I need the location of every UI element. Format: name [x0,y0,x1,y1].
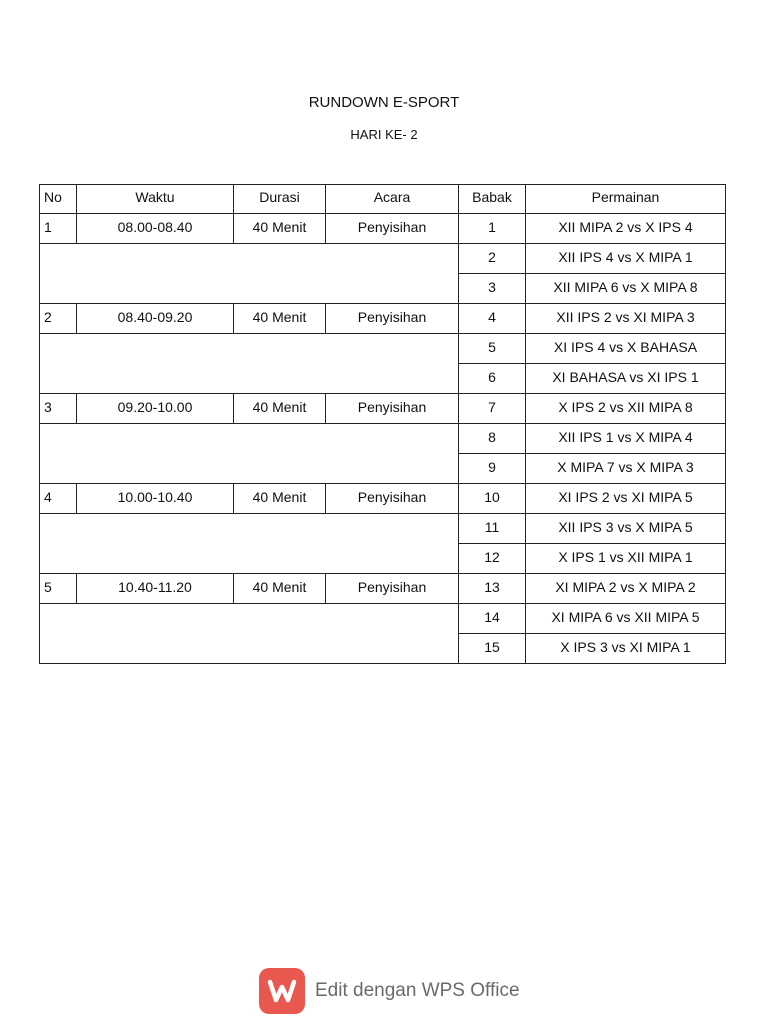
cell-babak: 2 [459,244,526,274]
cell-babak: 8 [459,424,526,454]
cell-no: 2 [40,304,77,334]
table-header-row [40,185,726,214]
merged-empty-cell [40,604,459,664]
document-title: RUNDOWN E-SPORT [308,94,460,111]
rundown-table [39,184,726,664]
header-babak: Babak [459,185,526,214]
cell-permainan: XII IPS 3 vs X MIPA 5 [526,514,726,544]
cell-no: 5 [40,574,77,604]
cell-babak: 10 [459,484,526,514]
cell-babak: 15 [459,634,526,664]
header-waktu: Waktu [77,185,234,214]
table-row [40,574,726,604]
cell-waktu: 10.40-11.20 [77,574,234,604]
edit-with-wps-banner[interactable] [259,968,520,1014]
cell-babak: 1 [459,214,526,244]
cell-babak: 12 [459,544,526,574]
document-subtitle: HARI KE- 2 [350,127,418,142]
cell-permainan: XII IPS 2 vs XI MIPA 3 [526,304,726,334]
edit-with-wps-label: Edit dengan WPS Office [315,980,520,1001]
table-row [40,514,726,544]
header-permainan: Permainan [526,185,726,214]
cell-waktu: 09.20-10.00 [77,394,234,424]
cell-permainan: XII MIPA 2 vs X IPS 4 [526,214,726,244]
table-row [40,484,726,514]
cell-permainan: X IPS 1 vs XII MIPA 1 [526,544,726,574]
cell-permainan: X IPS 3 vs XI MIPA 1 [526,634,726,664]
cell-acara: Penyisihan [326,484,459,514]
cell-permainan: X MIPA 7 vs X MIPA 3 [526,454,726,484]
table-row [40,214,726,244]
table-row [40,394,726,424]
cell-babak: 9 [459,454,526,484]
cell-permainan: XII IPS 4 vs X MIPA 1 [526,244,726,274]
header-durasi: Durasi [234,185,326,214]
cell-permainan: XI MIPA 6 vs XII MIPA 5 [526,604,726,634]
cell-babak: 7 [459,394,526,424]
cell-babak: 4 [459,304,526,334]
cell-babak: 3 [459,274,526,304]
cell-permainan: XII MIPA 6 vs X MIPA 8 [526,274,726,304]
table-row [40,604,726,634]
cell-babak: 6 [459,364,526,394]
merged-empty-cell [40,244,459,304]
cell-durasi: 40 Menit [234,394,326,424]
cell-acara: Penyisihan [326,394,459,424]
cell-babak: 14 [459,604,526,634]
table-row [40,244,726,274]
cell-durasi: 40 Menit [234,304,326,334]
cell-permainan: XI IPS 2 vs XI MIPA 5 [526,484,726,514]
cell-no: 3 [40,394,77,424]
table-row [40,334,726,364]
cell-babak: 11 [459,514,526,544]
merged-empty-cell [40,514,459,574]
cell-permainan: XI MIPA 2 vs X MIPA 2 [526,574,726,604]
cell-acara: Penyisihan [326,304,459,334]
cell-waktu: 10.00-10.40 [77,484,234,514]
wps-office-logo-icon [259,968,305,1014]
merged-empty-cell [40,424,459,484]
merged-empty-cell [40,334,459,394]
cell-durasi: 40 Menit [234,574,326,604]
cell-permainan: XI IPS 4 vs X BAHASA [526,334,726,364]
table-row [40,424,726,454]
cell-waktu: 08.40-09.20 [77,304,234,334]
cell-babak: 13 [459,574,526,604]
cell-no: 4 [40,484,77,514]
table-row [40,304,726,334]
cell-permainan: XI BAHASA vs XI IPS 1 [526,364,726,394]
cell-acara: Penyisihan [326,214,459,244]
cell-no: 1 [40,214,77,244]
header-no: No [40,185,77,214]
header-acara: Acara [326,185,459,214]
cell-acara: Penyisihan [326,574,459,604]
cell-durasi: 40 Menit [234,484,326,514]
cell-permainan: XII IPS 1 vs X MIPA 4 [526,424,726,454]
cell-waktu: 08.00-08.40 [77,214,234,244]
cell-permainan: X IPS 2 vs XII MIPA 8 [526,394,726,424]
cell-babak: 5 [459,334,526,364]
cell-durasi: 40 Menit [234,214,326,244]
